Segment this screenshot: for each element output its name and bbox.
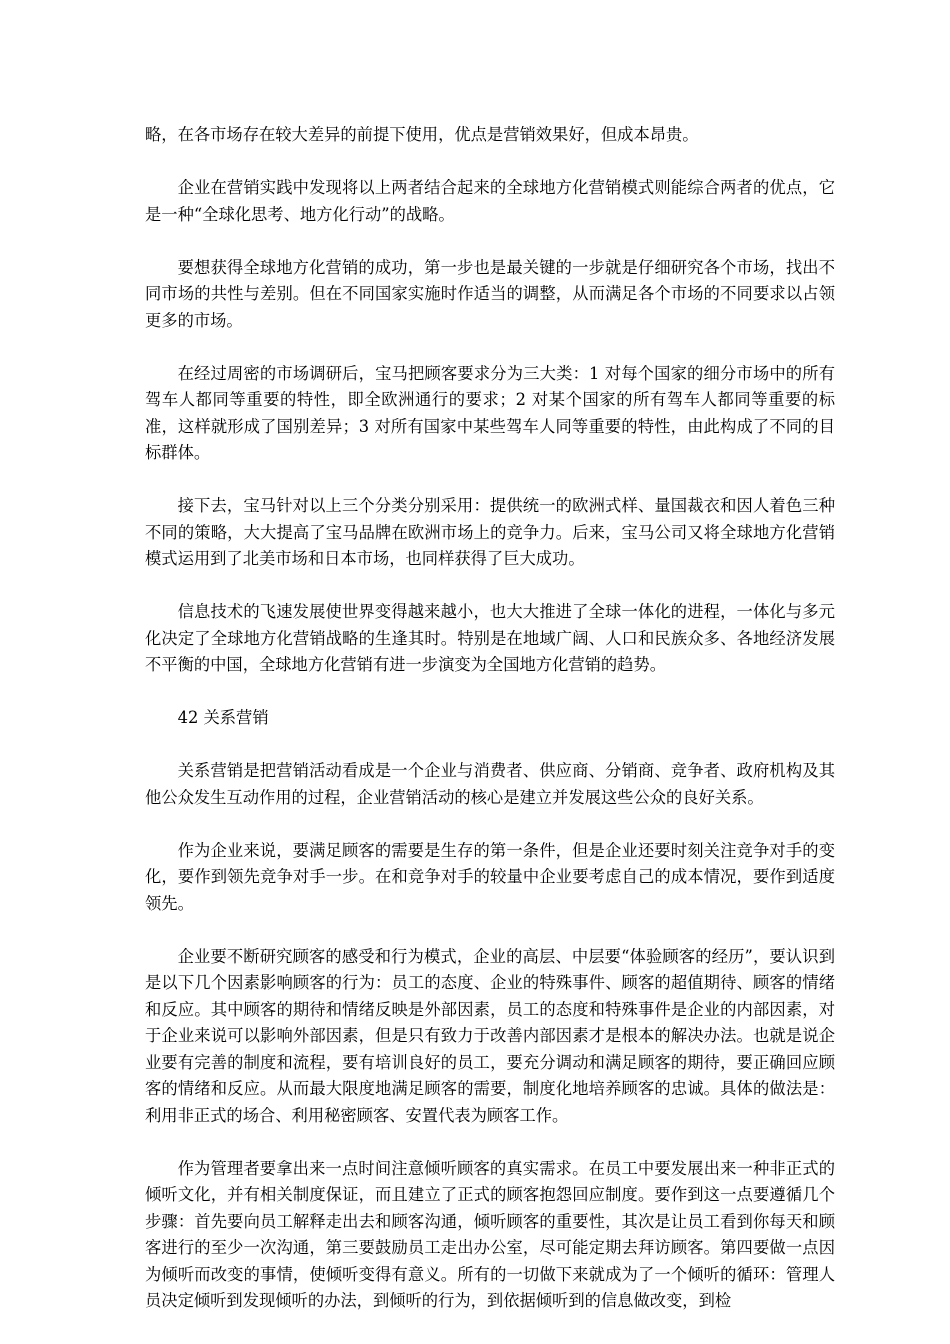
paragraph-bmw-research: 在经过周密的市场调研后，宝马把顾客要求分为三大类：1 对每个国家的细分市场中的所有驾车人都同等重要的特性，即全欧洲通行的要求；2 对某个国家的所有驾车人都同等重要的标准，这样就形成了国别差异；3 对所有国家中某些驾车人同等重要的特性，由此构成了不同的目标群体。 (145, 363, 835, 462)
document-body (145, 122, 835, 1341)
paragraph-glocal-model: 企业在营销实践中发现将以上两者结合起来的全球地方化营销模式则能综合两者的优点，它是一种“全球化思考、地方化行动”的战略。 (145, 178, 835, 224)
paragraph-customer-behavior: 企业要不断研究顾客的感受和行为模式，企业的高层、中层要“体验顾客的经历”，要认识到是以下几个因素影响顾客的行为：员工的态度、企业的特殊事件、顾客的超值期待、顾客的情绪和反应。其中顾客的期待和情绪反映是外部因素，员工的态度和特殊事件是企业的内部因素，对于企业来说可以影响外部因素，但是只有致力于改善内部因素才是根本的解决办法。也就是说企业要有完善的制度和流程，要有培训良好的员工，要充分调动和满足顾客的期待，要正确回应顾客的情绪和反应。从而最大限度地满足顾客的需要，制度化地培养顾客的忠诚。具体的做法是：利用非正式的场合、利用秘密顾客、安置代表为顾客工作。 (145, 946, 835, 1125)
paragraph-glocal-success: 要想获得全球地方化营销的成功，第一步也是最关键的一步就是仔细研究各个市场，找出不同市场的共性与差别。但在不同国家实施时作适当的调整，从而满足各个市场的不同要求以占领更多的市场。 (145, 257, 835, 330)
paragraph-bmw-strategy: 接下去，宝马针对以上三个分类分别采用：提供统一的欧洲式样、量国裁衣和因人着色三种不同的策略，大大提高了宝马品牌在欧洲市场上的竞争力。后来，宝马公司又将全球地方化营销模式运用到了北美市场和日本市场，也同样获得了巨大成功。 (145, 496, 835, 568)
paragraph-it-development: 信息技术的飞速发展使世界变得越来越小，也大大推进了全球一体化的进程，一体化与多元化决定了全球地方化营销战略的生逢其时。特别是在地域广阔、人口和民族众多、各地经济发展不平衡的中国，全球地方化营销有进一步演变为全国地方化营销的趋势。 (145, 602, 835, 674)
paragraph-relationship-definition: 关系营销是把营销活动看成是一个企业与消费者、供应商、分销商、竞争者、政府机构及其他公众发生互动作用的过程，企业营销活动的核心是建立并发展这些公众的良好关系。 (145, 761, 835, 807)
section-heading-relationship-marketing: 42 关系营销 (177, 708, 269, 727)
paragraph-competition: 作为企业来说，要满足顾客的需要是生存的第一条件，但是企业还要时刻关注竞争对手的变化，要作到领先竞争对手一步。在和竞争对手的较量中企业要考虑自己的成本情况，要作到适度领先。 (145, 840, 835, 913)
paragraph-listening: 作为管理者要拿出来一点时间注意倾听顾客的真实需求。在员工中要发展出来一种非正式的倾听文化，并有相关制度保证，而且建立了正式的顾客抱怨回应制度。要作到这一点要遵循几个步骤：首先要向员工解释走出去和顾客沟通，倾听顾客的重要性，其次是让员工看到你每天和顾客进行的至少一次沟通，第三要鼓励员工走出办公室，尽可能定期去拜访顾客。第四要做一点因为倾听而改变的事情，使倾听变得有意义。所有的一切做下来就成为了一个倾听的循环：管理人员决定倾听到发现倾听的办法，到倾听的行为，到依据倾听到的信息做改变，到检 (145, 1158, 835, 1310)
paragraph-continuation: 略，在各市场存在较大差异的前提下使用，优点是营销效果好，但成本昂贵。 (145, 125, 699, 144)
